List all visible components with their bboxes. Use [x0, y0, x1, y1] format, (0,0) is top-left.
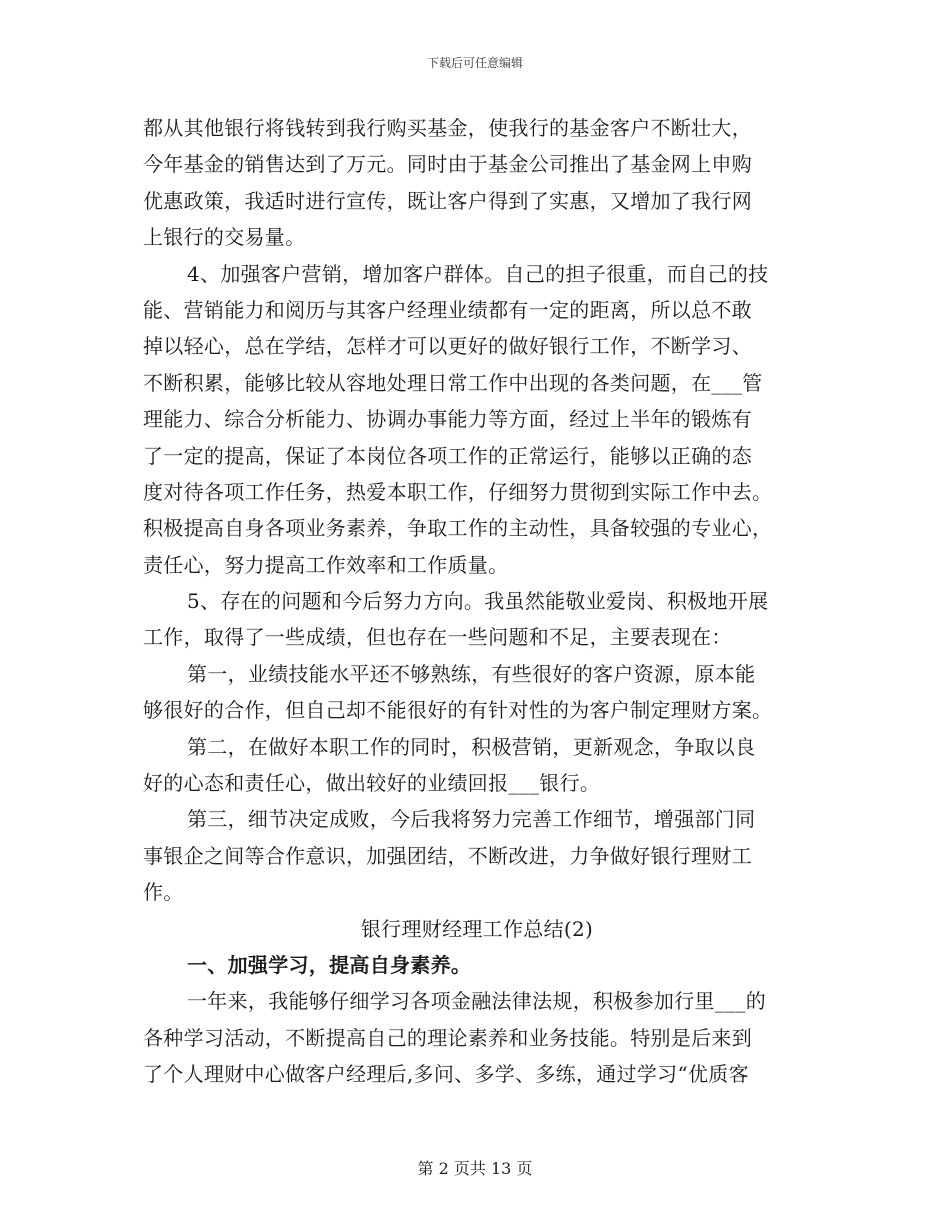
section-heading: 一、加强学习，提高自身素养。: [187, 952, 472, 977]
text-line: 事银企之间等合作意识，加强团结，不断改进，力争做好银行理财工: [143, 843, 752, 868]
text-line: 第二，在做好本职工作的同时，积极营销，更新观念，争取以良: [187, 734, 756, 759]
document-body: [143, 110, 811, 1093]
text-line: 优惠政策，我适时进行宣传，既让客户得到了实惠，又增加了我行网: [143, 188, 752, 213]
text-line: 责任心，努力提高工作效率和工作质量。: [143, 552, 509, 577]
text-line: 理能力、综合分析能力、协调办事能力等方面，经过上半年的锻炼有: [143, 407, 752, 432]
text-line: 能、营销能力和阅历与其客户经理业绩都有一定的距离，所以总不敢: [143, 297, 752, 322]
text-line: 了一定的提高，保证了本岗位各项工作的正常运行，能够以正确的态: [143, 443, 752, 468]
section-title: 银行理财经理工作总结(2): [360, 916, 594, 941]
text-line: 不断积累，能够比较从容地处理日常工作中出现的各类问题，在___管: [143, 370, 763, 395]
text-line: 都从其他银行将钱转到我行购买基金，使我行的基金客户不断壮大，: [143, 116, 752, 140]
page-header: 下载后可任意编辑: [426, 56, 523, 70]
text-line: 今年基金的销售达到了万元。同时由于基金公司推出了基金网上申购: [143, 152, 752, 177]
text-line: 了个人理财中心做客户经理后,多问、多学、多练，通过学习“优质客: [143, 1062, 749, 1087]
text-line: 积极提高自身各项业务素养，争取工作的主动性，具备较强的专业心，: [143, 516, 773, 541]
text-line: 工作，取得了一些成绩，但也存在一些问题和不足，主要表现在：: [143, 625, 732, 650]
text-line: 上银行的交易量。: [143, 225, 306, 250]
page-number: 第 2 页共 13 页: [417, 1159, 533, 1178]
text-line: 5、存在的问题和今后努力方向。我虽然能敬业爱岗、积极地开展: [187, 589, 769, 614]
text-line: 一年来，我能够仔细学习各项金融法律法规，积极参加行里___的: [187, 989, 766, 1014]
text-line: 够很好的合作，但自己却不能很好的有针对性的为客户制定理财方案。: [143, 698, 773, 723]
text-line: 第三，细节决定成败，今后我将努力完善工作细节，增强部门同: [187, 807, 756, 832]
text-line: 度对待各项工作任务，热爱本职工作，仔细努力贯彻到实际工作中去。: [143, 479, 773, 504]
text-line: 好的心态和责任心，做出较好的业绩回报___银行。: [143, 771, 601, 796]
text-line: 掉以轻心，总在学结，怎样才可以更好的做好银行工作，不断学习、: [143, 334, 752, 359]
text-line: 各种学习活动，不断提高自己的理论素养和业务技能。特别是后来到: [143, 1025, 752, 1050]
text-line: 第一，业绩技能水平还不够熟练，有些很好的客户资源，原本能: [187, 661, 756, 686]
text-line: 4、加强客户营销，增加客户群体。自己的担子很重，而自己的技: [187, 261, 769, 286]
text-line: 作。: [143, 880, 184, 905]
